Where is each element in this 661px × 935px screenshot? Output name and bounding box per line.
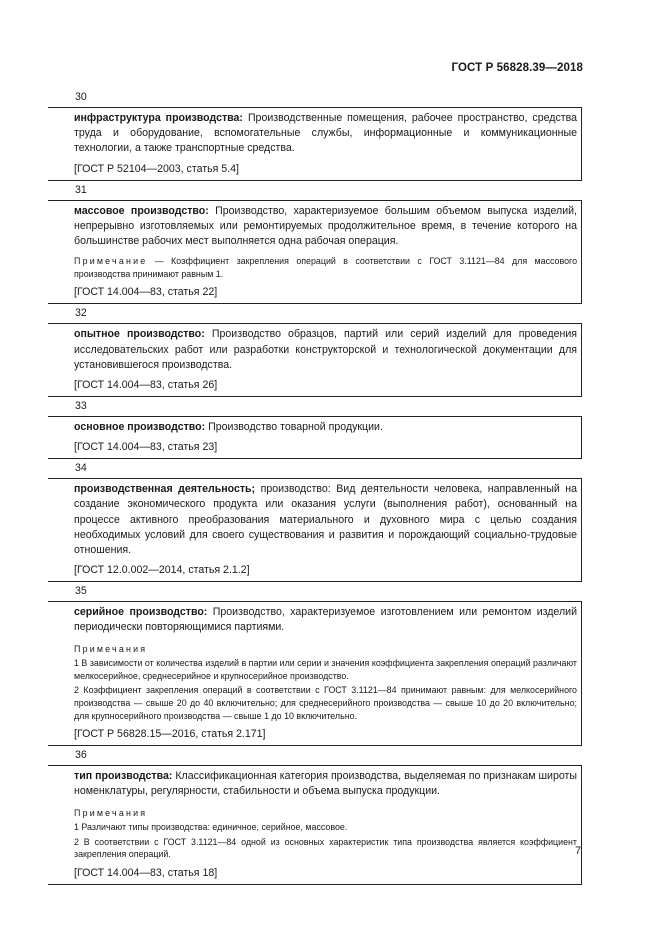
entry-number: 31 [75,183,87,196]
definition [74,769,577,799]
entry-number: 34 [75,462,87,475]
term: тип производства: [74,770,173,783]
entry-box [48,323,582,397]
term-entry-31 [48,181,582,305]
notes-title: Примечания [74,643,148,654]
term-entry-32 [48,304,582,397]
term-entry-34 [48,459,582,582]
term-entry-33 [48,397,582,459]
entry-number: 30 [75,91,87,103]
document-code-header: ГОСТ Р 56828.39—2018 [451,62,583,74]
notes-title: Примечания [74,807,148,818]
note-item: 1 В зависимости от количества изделий в партии или серии и значения коэффициента закрепления операций различают мелкосерийное, среднесерийное и крупносерийное производство. [74,658,577,681]
entry-number: 33 [75,400,87,413]
entry-box [48,601,582,746]
term-entry-30 [48,88,582,181]
entry-box [48,107,582,181]
entry-box [48,765,582,885]
definition-text: Производственные помещения, рабочее пространство, средства труда и оборудование, вспомогательные службы, информационные и коммуникационные технологии, а также транспортные средства. [74,112,577,155]
term: массовое производство: [74,204,209,217]
term: производственная деятельность; [74,483,256,496]
entry-box [48,200,582,305]
definition [74,204,577,250]
note-item: 2 Коэффициент закрепления операций в соответствии с ГОСТ 3.1121—84 принимают равным: для мелкосерийного производства — свыше 20 до 40 включительно; для среднесерийного производства — свыше 10 до 20 включительно; для крупносерийного производства — свыше 1 до 10 включительно. [74,685,577,721]
term: опытное производство: [74,328,205,341]
entry-number: 35 [75,585,87,598]
definition-text: Производство товарной продукции. [208,421,383,434]
entry-box [48,416,582,459]
definition [74,327,577,373]
definition [74,111,577,157]
definition-text: производство: Вид деятельности человека, направленный на создание экономического продукта или оказания услуги (выполнения работ), основанный на процессе активного преобразования материального и духовного мира с целью создания необходимых условий для своего существования и развития и порождающий социально-трудовые отношения. [74,483,577,557]
entry-number: 36 [75,749,87,762]
source-reference: [ГОСТ 12.0.002—2014, статья 2.1.2] [74,564,250,577]
term-entry-36 [48,746,582,885]
definition-text: Классификационная категория производства, выделяемая по признакам широты номенклатуры, регулярности, стабильности и объема выпуска продукции. [74,770,577,798]
entry-number: 32 [75,307,87,320]
note-item: 2 В соответствии с ГОСТ 3.1121—84 одной из основных характеристик типа производства является коэффициент закрепления операций. [74,836,577,860]
term: основное производство: [74,421,206,434]
entry-box [48,478,582,582]
page-number: 7 [575,845,581,857]
note-item: 1 Различают типы производства: единичное, серийное, массовое. [74,822,348,833]
source-reference: [ГОСТ 14.004—83, статья 18] [74,866,218,879]
term-entry-35 [48,582,582,746]
note [74,255,577,280]
definition-text: Производство образцов, партий или серий изделий для проведения исследовательских работ или разработки конструкторской и технологической документации для установившегося производства. [74,328,577,371]
note-text: — Коэффициент закрепления операций в соответствии с ГОСТ 3.1121—84 для массового производства принимают равным 1. [74,256,578,279]
definition-text: Производство, характеризуемое большим объемом выпуска изделий, непрерывно изготовляемых или ремонтируемых продолжительное время, в течение которого на большинстве рабочих мест выполняется одна рабочая операция. [74,204,577,248]
source-reference: [ГОСТ 14.004—83, статья 23] [74,441,218,454]
definition [74,482,577,558]
term: серийное производство: [74,606,208,619]
source-reference: [ГОСТ Р 56828.15—2016, статья 2.171] [74,728,266,741]
definition-text: Производство, характеризуемое изготовлением или ремонтом изделий периодически повторяющимися партиями. [74,606,577,634]
note-label: Примечание [74,256,148,267]
definition [74,420,577,435]
source-reference: [ГОСТ Р 52104—2003, статья 5.4] [74,162,239,175]
source-reference: [ГОСТ 14.004—83, статья 26] [74,379,218,392]
term-entries [48,88,582,885]
term: инфраструктура производства: [74,112,243,124]
definition [74,605,577,635]
source-reference: [ГОСТ 14.004—83, статья 22] [74,286,218,299]
